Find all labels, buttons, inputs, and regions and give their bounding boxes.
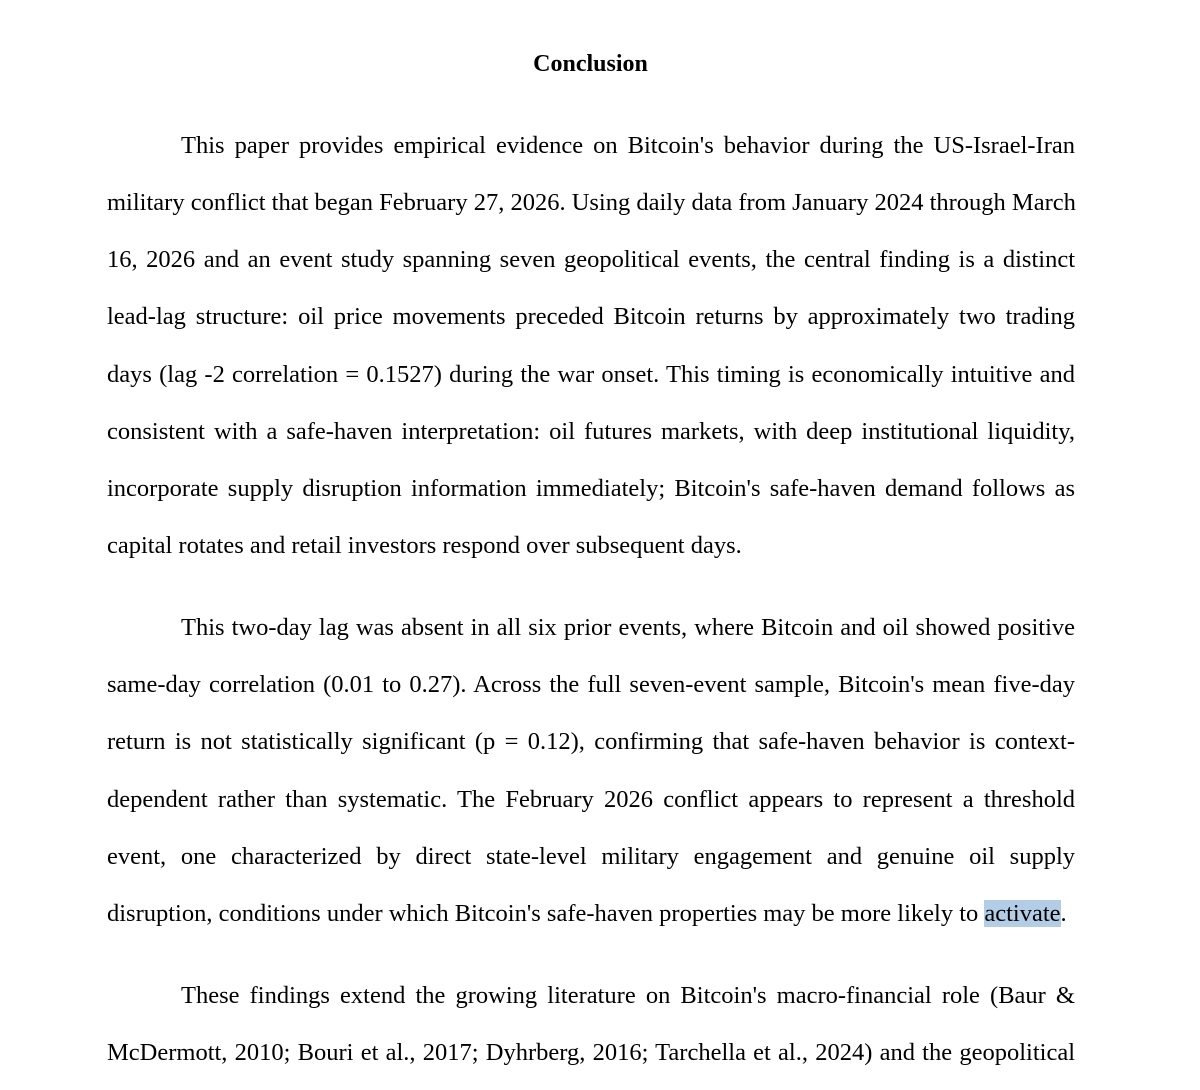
paragraph-line: This paper provides empirical evidence on Bitcoin's behavior during the US-Israel-Iran <box>181 132 1075 159</box>
paragraph-line[interactable] <box>107 898 1075 930</box>
paragraph-line: McDermott, 2010; Bouri et al., 2017; Dyhrberg, 2016; Tarchella et al., 2024) and the geopolitical <box>107 1039 1075 1066</box>
paragraph-line: These findings extend the growing literature on Bitcoin's macro-financial role (Baur & <box>181 982 1075 1009</box>
paragraph-line: capital rotates and retail investors respond over subsequent days. <box>107 532 742 559</box>
paragraph-line: dependent rather than systematic. The February 2026 conflict appears to represent a threshold <box>107 786 1075 813</box>
line-text: disruption, conditions under which Bitcoin's safe-haven properties may be more likely to <box>107 900 985 927</box>
selected-text-highlight[interactable]: activate <box>984 900 1061 927</box>
paragraph-line: military conflict that began February 27, 2026. Using daily data from January 2024 through March <box>107 189 1076 216</box>
paragraph-line: days (lag -2 correlation = 0.1527) during the war onset. This timing is economically intuitive and <box>107 361 1075 388</box>
paragraph-line: This two-day lag was absent in all six prior events, where Bitcoin and oil showed positive <box>181 614 1075 641</box>
paragraph-line: lead-lag structure: oil price movements preceded Bitcoin returns by approximately two trading <box>107 303 1075 330</box>
paragraph-line: consistent with a safe-haven interpretation: oil futures markets, with deep institutional liquidity, <box>107 418 1075 445</box>
paragraph-line: event, one characterized by direct state-level military engagement and genuine oil supply <box>107 843 1075 870</box>
paragraph-line: same-day correlation (0.01 to 0.27). Across the full seven-event sample, Bitcoin's mean five-day <box>107 671 1075 698</box>
line-text: . <box>1060 900 1067 927</box>
paragraph-line: incorporate supply disruption information immediately; Bitcoin's safe-haven demand follows as <box>107 475 1075 502</box>
section-title: Conclusion <box>533 51 648 77</box>
paragraph-line: 16, 2026 and an event study spanning seven geopolitical events, the central finding is a distinct <box>107 246 1075 273</box>
paragraph-line: return is not statistically significant (p = 0.12), confirming that safe-haven behavior is context- <box>107 728 1075 755</box>
